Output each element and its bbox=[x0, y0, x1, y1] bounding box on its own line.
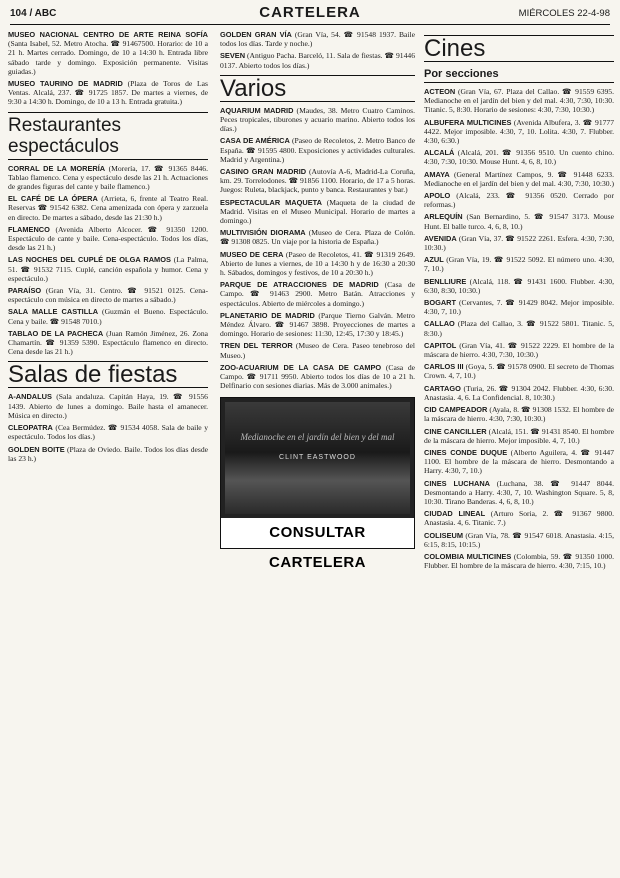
issue-date: MIÉRCOLES 22-4-98 bbox=[518, 8, 610, 19]
list-item: CINE CANCILLER (Alcalá, 151. ☎ 91431 8540. El hombre de la máscara de hierro. Mejor imposible. 4, 7, 10.) bbox=[424, 426, 614, 445]
list-item: ALCALÁ (Alcalá, 201. ☎ 91356 9510. Un cuento chino. 4:30, 7:30, 10:30. Mouse Hunt. 4, 6, 8, 10.) bbox=[424, 148, 614, 167]
cinema-list bbox=[424, 87, 614, 570]
list-item: CINES LUCHANA (Luchana, 38. ☎ 91447 8044. Desmontando a Harry. 4:30, 7, 10. Washington Square. 5, 8, 10:30. Tirano Banderas. 4, 6, 8, 10.) bbox=[424, 478, 614, 506]
poster-title: Medianoche en el jardín del bien y del mal bbox=[240, 431, 395, 442]
list-item: AZUL (Gran Vía, 19. ☎ 91522 5092. El número uno. 4:30, 7, 10.) bbox=[424, 255, 614, 274]
list-item: CID CAMPEADOR (Ayala, 8. ☎ 91308 1532. El hombre de la máscara de hierro. 4:30, 7:30, 10:30.) bbox=[424, 405, 614, 424]
list-item: CARTAGO (Turia, 26. ☎ 91304 2042. Flubber. 4:30, 6:30. Anastasia. 4, 6. La Confidencial. 8, 10:30.) bbox=[424, 383, 614, 402]
list-item: PARAÍSO (Gran Vía, 31. Centro. ☎ 91521 0125. Cena-espectáculo con música en directo de martes a sábado.) bbox=[8, 286, 208, 305]
page-number: 104 / ABC bbox=[10, 8, 57, 19]
restaurant-list bbox=[8, 164, 208, 357]
list-item: CASA DE AMÉRICA (Paseo de Recoletos, 2. Metro Banco de España. ☎ 91595 4800. Exposiciones y actividades culturales. Madrid y Argentina.) bbox=[220, 136, 415, 164]
cines-subheading: Por secciones bbox=[424, 66, 614, 83]
list-item: ACTEON (Gran Vía, 67. Plaza del Callao. ☎ 91559 6395. Medianoche en el jardín del bien y del mal. 4:30, 7:30, 10:30. Titanic. 5, 8:30. Horario de sesiones: 4:30, 7:30, 10:30.) bbox=[424, 87, 614, 115]
list-item: MULTIVISIÓN DIORAMA (Museo de Cera. Plaza de Colón. ☎ 91308 0825. Un viaje por la historia de España.) bbox=[220, 228, 415, 247]
list-item: AVENIDA (Gran Vía, 37. ☎ 91522 2261. Esfera. 4:30, 7:30, 10:30.) bbox=[424, 233, 614, 253]
page-header bbox=[10, 4, 610, 25]
list-item: CIUDAD LINEAL (Arturo Soria, 2. ☎ 91367 9800. Anastasia. 4, 6. Titanic. 7.) bbox=[424, 509, 614, 528]
list-item: AMAYA (General Martínez Campos, 9. ☎ 91448 6233. Medianoche en el jardín del bien y del mal. 4:30, 7:30, 10:30.) bbox=[424, 169, 615, 188]
movie-advertisement bbox=[220, 397, 415, 571]
salas-list bbox=[8, 392, 208, 462]
list-item: PARQUE DE ATRACCIONES DE MADRID (Casa de Campo. ☎ 91463 2900. Metro Batán. Atracciones y espectáculos. Abierto de miércoles a domingo.) bbox=[220, 280, 415, 308]
list-item: GOLDEN BOITE (Plaza de Oviedo. Baile. Todos los días desde las 23 h.) bbox=[8, 444, 208, 463]
list-item: PLANETARIO DE MADRID (Parque Tierno Galván. Metro Méndez Álvaro. ☎ 91467 3898. Proyecciones de martes a domingo. Horario de sesiones: 11:30, 12:45, 17:30 y 18:45.) bbox=[220, 310, 415, 339]
list-item: ZOO-ACUARIUM DE LA CASA DE CAMPO (Casa de Campo. ☎ 91711 9950. Abierto todos los días de 10 a 21 h. Delfinario con sesiones diarias. Más de 3.000 animales.) bbox=[220, 362, 415, 391]
list-item: GOLDEN GRAN VÍA (Gran Vía, 54. ☎ 91548 1937. Baile todos los días. Tarde y noche.) bbox=[220, 30, 415, 49]
list-item: CARLOS III (Goya, 5. ☎ 91578 0900. El secreto de Thomas Crown. 4, 7, 10.) bbox=[424, 362, 614, 381]
museum-list bbox=[8, 30, 208, 107]
movie-poster bbox=[225, 402, 410, 514]
list-item: TREN DEL TERROR (Museo de Cera. Paseo tenebroso del Museo.) bbox=[220, 341, 416, 360]
varios-heading: Varios bbox=[220, 75, 415, 102]
list-item: COLISEUM (Gran Vía, 78. ☎ 91547 6018. Anastasia. 4:15, 6:15, 8:15, 10:15.) bbox=[424, 530, 614, 549]
varios-list bbox=[220, 106, 415, 391]
salas-heading: Salas de fiestas bbox=[8, 361, 208, 388]
list-item: ALBUFERA MULTICINES (Avenida Albufera, 3. ☎ 91777 4422. Mejor imposible. 4:30, 7, 10. Lolita. 4:30, 7. Flubber. 4:30, 6:30.) bbox=[424, 117, 615, 146]
consultar-cartelera-banner: CONSULTAR CARTELERA bbox=[221, 518, 414, 548]
column-middle bbox=[220, 30, 416, 571]
list-item: APOLO (Alcalá, 233. ☎ 91356 0520. Cerrado por reformas.) bbox=[424, 191, 614, 210]
list-item: FLAMENCO (Avenida Alberto Alcocer. ☎ 91350 1200. Espectáculo de cante y baile. Cena-espectáculo. Todos los días, desde las 21 h.) bbox=[8, 224, 208, 253]
list-item: MUSEO DE CERA (Paseo de Recoletos, 41. ☎ 91319 2649. Abierto de lunes a viernes, de 10 a 14:30 h y de 16:30 a 20:30 h. Sábados, domingos y festivos, de 10 a 20:30 h.) bbox=[220, 249, 415, 278]
list-item: SEVEN (Antiguo Pacha. Barceló, 11. Sala de fiestas. ☎ 91446 0137. Abierto todos los días.) bbox=[220, 51, 415, 70]
list-item: ESPECTACULAR MAQUETA (Maqueta de la ciudad de Madrid. Visitas en el Museo Municipal. Horario de martes a domingo.) bbox=[220, 197, 415, 226]
poster-director: CLINT EASTWOOD bbox=[279, 453, 356, 461]
section-title: CARTELERA bbox=[259, 4, 361, 21]
list-item: CINES CONDE DUQUE (Alberto Aguilera, 4. ☎ 91447 1100. El hombre de la máscara de hierro. Desmontando a Harry. 4:30, 7, 10.) bbox=[424, 447, 614, 476]
list-item: A-ANDALUS (Sala andaluza. Capitán Haya, 19. ☎ 91556 1439. Abierto de lunes a domingo. Baile hasta el amanecer. Música en directo.) bbox=[8, 392, 208, 420]
restaurants-heading: Restaurantes espectáculos bbox=[8, 112, 208, 160]
list-item: SALA MALLE CASTILLA (Guzmán el Bueno. Espectáculo. Cena y baile. ☎ 91548 7010.) bbox=[8, 307, 208, 326]
list-item: CLEOPATRA (Cea Bermúdez. ☎ 91534 4058. Sala de baile y espectáculo. Todos los días.) bbox=[8, 423, 208, 442]
column-right bbox=[424, 30, 614, 573]
list-item: CAPITOL (Gran Vía, 41. ☎ 91522 2229. El hombre de la máscara de hierro. 4:30, 7:30, 10:30.) bbox=[424, 340, 614, 360]
list-item: CASINO GRAN MADRID (Autovía A-6, Madrid-La Coruña, km. 29. Torrelodones. ☎ 91856 1100. Horario, de 17 a 5 horas. Juegos: Ruleta, blackjack, punto y banca. Restaurantes y bar.) bbox=[220, 167, 416, 195]
list-item: EL CAFÉ DE LA ÓPERA (Arrieta, 6, frente al Teatro Real. Reservas ☎ 91542 6382. Cena amenizada con ópera y zarzuela en directo. De martes a sábado, desde las 21:30 h.) bbox=[8, 194, 208, 222]
cines-heading: Cines bbox=[424, 35, 614, 62]
list-item: ARLEQUÍN (San Bernardino, 5. ☎ 91547 3173. Mouse Hunt. El balle turco. 4, 6, 8, 10.) bbox=[424, 212, 615, 231]
list-item: MUSEO NACIONAL CENTRO DE ARTE REINA SOFÍA (Santa Isabel, 52. Metro Atocha. ☎ 91467500. Horario: de 10 a 21 h. Martes cerrado. Domingo, de 10 a 14:30 h. Entrada libre sábado tarde y domingo. Exposición permanente. Visitas guiadas.) bbox=[8, 30, 208, 76]
list-item: COLOMBIA MULTICINES (Colombia, 59. ☎ 91350 1000. Flubber. El hombre de la máscara de hierro. 4:30, 7:15, 10.) bbox=[424, 551, 614, 571]
list-item: CORRAL DE LA MORERÍA (Morería, 17. ☎ 91365 8446. Tablao flamenco. Cena y espectáculo desde las 21 h. Actuaciones de grandes figuras del cante y baile flamenco.) bbox=[8, 163, 208, 192]
list-item: TABLAO DE LA PACHECA (Juan Ramón Jiménez, 26. Zona Chamartín. ☎ 91359 5390. Espectáculo flamenco en directo. Cena desde las 21 h.) bbox=[8, 328, 208, 357]
list-item: MUSEO TAURINO DE MADRID (Plaza de Toros de Las Ventas. Alcalá, 237. ☎ 91725 1857. De martes a viernes, de 9:30 a 14:30 h. Domingo, de 10 a 13 h. Entrada gratuita.) bbox=[8, 79, 208, 107]
list-item: CALLAO (Plaza del Callao, 3. ☎ 91522 5801. Titanic. 5, 8:30.) bbox=[424, 319, 614, 338]
list-item: BOGART (Cervantes, 7. ☎ 91429 8042. Mejor imposible. 4:30, 7, 10.) bbox=[424, 298, 614, 317]
column-left bbox=[8, 30, 208, 466]
list-item: BENLLIURE (Alcalá, 118. ☎ 91431 1600. Flubber. 4:30, 6:30, 8:30, 10:30.) bbox=[424, 276, 614, 295]
list-item: AQUARIUM MADRID (Maudes, 38. Metro Cuatro Caminos. Peces tropicales, tiburones y acuario marino. Abierto todos los días.) bbox=[220, 105, 415, 134]
boite-list bbox=[220, 30, 415, 70]
list-item: LAS NOCHES DEL CUPLÉ DE OLGA RAMOS (La Palma, 51. ☎ 91532 7115. Cuplé, canción española y humor. Cena y espectáculo.) bbox=[8, 255, 208, 283]
